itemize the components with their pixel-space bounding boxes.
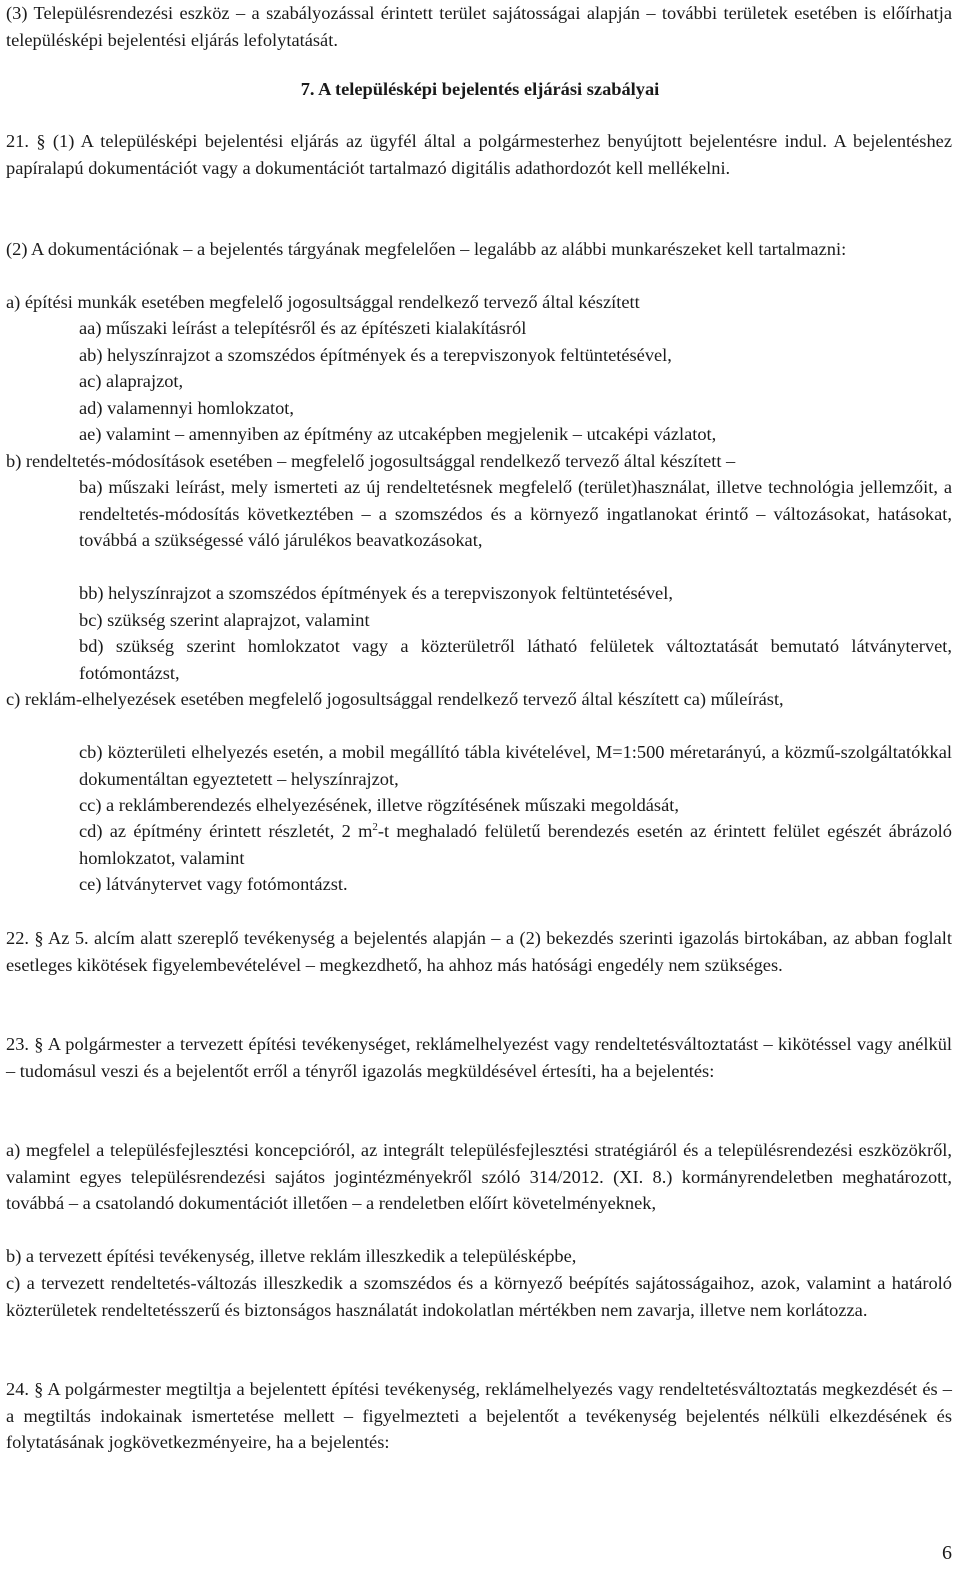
list-item-ac: ac) alaprajzot,	[79, 371, 184, 391]
list-item-bc: bc) szükség szerint alaprajzot, valamint	[79, 610, 370, 630]
list-item-c: c) reklám-elhelyezések esetében megfelelő jogosultsággal rendelkező tervező által készített ca) műleírást,	[6, 689, 784, 709]
section-23-intro: 23. § A polgármester a tervezett építési tevékenységet, reklámelhelyezést vagy rendeltetésváltoztatást – kikötéssel vagy anélkül – tudomásul veszi és a bejelentőt erről a tényről igazolás megküldésével értesíti, ha a bejelentés:	[6, 1034, 952, 1081]
list-item-bd: bd) szükség szerint homlokzatot vagy a közterületről látható felületek változtatását bemutató látványtervet, fotómontázst,	[79, 636, 952, 683]
list-item-aa: aa) műszaki leírást a telepítésről és az építészeti kialakításról	[79, 318, 527, 338]
list-item-cd	[79, 818, 952, 871]
paragraph-3: (3) Településrendezési eszköz – a szabályozással érintett terület sajátosságai alapján – további területek esetében is előírhatja településképi bejelentési eljárás lefolytatását.	[6, 3, 952, 50]
list-item-cc: cc) a reklámberendezés elhelyezésének, illetve rögzítésének műszaki megoldását,	[79, 795, 679, 815]
list-item-ab: ab) helyszínrajzot a szomszédos építmények és a terepviszonyok feltüntetésével,	[79, 345, 672, 365]
page-number: 6	[942, 1542, 952, 1564]
section-24: 24. § A polgármester megtiltja a bejelentett építési tevékenység, reklámelhelyezés vagy rendeltetésváltoztatás megkezdését és – a megtiltás indokainak ismertetése mellett – figyelmezteti a bejelentőt a tevékenység bejelentés nélküli elkezdésének és folytatásának jogkövetkezményeire, ha a bejelentés:	[6, 1379, 952, 1452]
list-item-b: b) rendeltetés-módosítások esetében – megfelelő jogosultsággal rendelkező tervező által készített –	[6, 451, 736, 471]
list-item-cd-text-b: -t meghaladó felületű berendezés esetén az érintett felület egészét ábrázoló homlokzatot, valamint	[79, 821, 952, 868]
list-item-bb: bb) helyszínrajzot a szomszédos építmények és a terepviszonyok feltüntetésével,	[79, 583, 673, 603]
section-21-paragraph-2-intro: (2) A dokumentációnak – a bejelentés tárgyának megfelelően – legalább az alábbi munkarészeket kell tartalmazni:	[6, 239, 847, 259]
list-item-cb: cb) közterületi elhelyezés esetén, a mobil megállító tábla kivételével, M=1:500 méretarányú, a közmű-szolgáltatókkal dokumentáltan egyeztetett – helyszínrajzot,	[79, 742, 952, 789]
superscript-2: 2	[372, 820, 378, 833]
list-item-ce: ce) látványtervet vagy fotómontázst.	[79, 874, 348, 894]
section-23-item-b: b) a tervezett építési tevékenység, illetve reklám illeszkedik a településképbe,	[6, 1246, 577, 1266]
list-item-ba: ba) műszaki leírást, mely ismerteti az új rendeltetésnek megfelelő (terület)használat, illetve technológia jellemzőit, a rendeltetés-módosítás következtében – a szomszédos és a környező ingatlanokat érintő – változásokat, hatásokat, továbbá a szükségessé váló járulékos beavatkozásokat,	[79, 477, 952, 550]
section-21-paragraph-1: 21. § (1) A településképi bejelentési eljárás az ügyfél által a polgármesterhez benyújtott bejelentésre indul. A bejelentéshez papíralapú dokumentációt vagy a dokumentációt tartalmazó digitális adathordozót kell mellékelni.	[6, 131, 952, 178]
section-heading: 7. A településképi bejelentés eljárási szabályai	[300, 79, 660, 99]
section-23-item-c: c) a tervezett rendeltetés-változás illeszkedik a szomszédos és a környező beépítés sajátosságaihoz, azok, valamint a határoló közterületek rendeltetésszerű és biztonságos használatát indokolatlan mértékben nem zavarja, illetve nem korlátozza.	[6, 1273, 952, 1320]
section-22: 22. § Az 5. alcím alatt szereplő tevékenység a bejelentés alapján – a (2) bekezdés szerinti igazolás birtokában, az abban foglalt esetleges kikötések figyelembevételével – megkezdhető, ha ahhoz más hatósági engedély nem szükséges.	[6, 928, 952, 975]
list-item-cd-text-a: cd) az építmény érintett részletét, 2 m	[79, 821, 373, 841]
list-item-ae: ae) valamint – amennyiben az építmény az utcaképben megjelenik – utcaképi vázlatot,	[79, 424, 717, 444]
list-item-a: a) építési munkák esetében megfelelő jogosultsággal rendelkező tervező által készített	[6, 292, 640, 312]
section-23-item-a: a) megfelel a településfejlesztési koncepcióról, az integrált településfejlesztési stratégiáról és a településrendezési eszközökről, valamint egyes településrendezési sajátos jogintézményekről szóló 314/2012. (XI. 8.) kormányrendeletben meghatározott, továbbá – a csatolandó dokumentációt illetően – a rendeletben előírt követelményeknek,	[6, 1140, 952, 1213]
list-item-ad: ad) valamennyi homlokzatot,	[79, 398, 295, 418]
